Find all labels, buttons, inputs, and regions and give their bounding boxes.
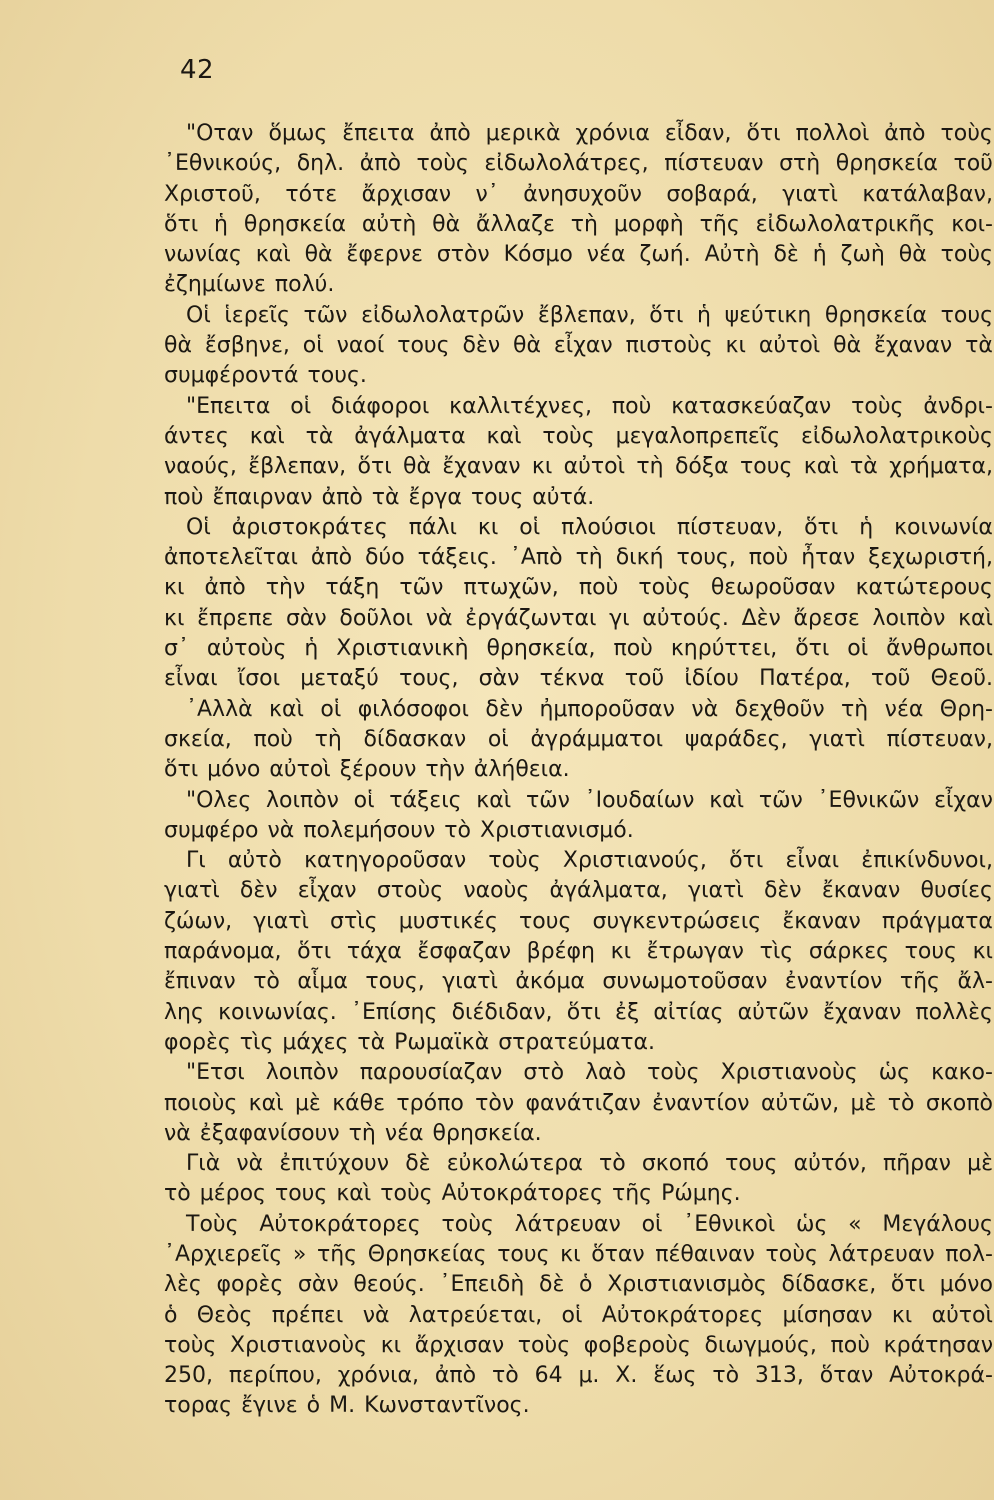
text-line: λης κοινωνίας. ᾿Επίσης διέδιδαν, ὅτι ἐξ αἰτίας αὐτῶν ἔχαναν πολλὲς xyxy=(164,999,993,1025)
text-line: "Επειτα οἱ διάφοροι καλλιτέχνες, ποὺ κατασκεύαζαν τοὺς ἀνδρι- xyxy=(186,393,993,419)
text-line: τοὺς Χριστιανοὺς κι ἄρχισαν τοὺς φοβεροὺς διωγμούς, ποὺ κράτησαν xyxy=(164,1332,993,1358)
text-line: νὰ ἐξαφανίσουν τὴ νέα θρησκεία. xyxy=(164,1120,542,1146)
text-line: Τοὺς Αὐτοκράτορες τοὺς λάτρευαν οἱ ᾿Εθνικοὶ ὡς « Μεγάλους xyxy=(186,1211,993,1237)
text-line: ὅτι ἡ θρησκεία αὐτὴ θὰ ἄλλαζε τὴ μορφὴ τῆς εἰδωλολατρικῆς κοι- xyxy=(164,211,993,237)
text-line: Οἱ ἱερεῖς τῶν εἰδωλολατρῶν ἔβλεπαν, ὅτι ἡ ψεύτικη θρησκεία τους xyxy=(186,302,993,328)
text-line: Γιὰ νὰ ἐπιτύχουν δὲ εὐκολώτερα τὸ σκοπό τους αὐτόν, πῆραν μὲ xyxy=(186,1151,993,1177)
text-line: εἶναι ἴσοι μεταξύ τους, σὰν τέκνα τοῦ ἰδίου Πατέρα, τοῦ Θεοῦ. xyxy=(164,666,993,692)
text-line: σ᾿ αὐτοὺς ἡ Χριστιανικὴ θρησκεία, ποὺ κηρύττει, ὅτι οἱ ἄνθρωποι xyxy=(164,636,993,662)
text-line: ὅτι μόνο αὐτοὶ ξέρουν τὴν ἀλήθεια. xyxy=(164,757,570,783)
text-line: ᾿Αλλὰ καὶ οἱ φιλόσοφοι δὲν ἠμποροῦσαν νὰ δεχθοῦν τὴ νέα Θρη- xyxy=(186,696,993,722)
text-line: τορας ἔγινε ὁ Μ. Κωνσταντῖνος. xyxy=(164,1393,530,1419)
text-line: ἀποτελεῖται ἀπὸ δύο τάξεις. ᾿Απὸ τὴ δική τους, ποὺ ἦταν ξεχωριστή, xyxy=(164,545,993,571)
text-line: 250, περίπου, χρόνια, ἀπὸ τὸ 64 μ. Χ. ἕως τὸ 313, ὅταν Αὐτοκρά- xyxy=(164,1363,993,1389)
text-line: ποιοὺς καὶ μὲ κάθε τρόπο τὸν φανάτιζαν ἐναντίον αὐτῶν, μὲ τὸ σκοπὸ xyxy=(164,1090,993,1116)
body-text xyxy=(164,119,993,1422)
text-line: Οἱ ἀριστοκράτες πάλι κι οἱ πλούσιοι πίστευαν, ὅτι ἡ κοινωνία xyxy=(186,514,993,540)
text-line: συμφέρο νὰ πολεμήσουν τὸ Χριστιανισμό. xyxy=(164,817,634,843)
text-line: "Ετσι λοιπὸν παρουσίαζαν στὸ λαὸ τοὺς Χριστιανοὺς ὡς κακο- xyxy=(186,1060,993,1086)
text-line: ὁ Θεὸς πρέπει νὰ λατρεύεται, οἱ Αὐτοκράτορες μίσησαν κι αὐτοὶ xyxy=(164,1302,993,1328)
text-line: ᾿Αρχιερεῖς » τῆς Θρησκείας τους κι ὅταν πέθαιναν τοὺς λάτρευαν πολ- xyxy=(164,1241,993,1267)
text-line: φορὲς τὶς μάχες τὰ Ρωμαϊκὰ στρατεύματα. xyxy=(164,1029,655,1055)
text-line: ἔπιναν τὸ αἷμα τους, γιατὶ ἀκόμα συνωμοτοῦσαν ἐναντίον τῆς ἄλ- xyxy=(164,969,993,995)
text-line: συμφέροντά τους. xyxy=(164,363,367,389)
text-line: ᾿Εθνικούς, δηλ. ἀπὸ τοὺς εἰδωλολάτρες, πίστευαν στὴ θρησκεία τοῦ xyxy=(164,151,993,177)
text-line: ζώων, γιατὶ στὶς μυστικές τους συγκεντρώσεις ἔκαναν πράγματα xyxy=(164,908,993,934)
text-line: σκεία, ποὺ τὴ δίδασκαν οἱ ἀγράμματοι ψαράδες, γιατὶ πίστευαν, xyxy=(164,726,993,752)
text-line: "Οταν ὅμως ἔπειτα ἀπὸ μερικὰ χρόνια εἶδαν, ὅτι πολλοὶ ἀπὸ τοὺς xyxy=(186,121,993,146)
text-line: θὰ ἔσβηνε, οἱ ναοί τους δὲν θὰ εἶχαν πιστοὺς κι αὐτοὶ θὰ ἔχαναν τὰ xyxy=(164,333,993,359)
text-line: κι ἔπρεπε σὰν δοῦλοι νὰ ἐργάζωνται γι αὐτούς. Δὲν ἄρεσε λοιπὸν καὶ xyxy=(164,605,993,631)
text-line: Χριστοῦ, τότε ἄρχισαν ν᾿ ἀνησυχοῦν σοβαρά, γιατὶ κατάλαβαν, xyxy=(164,181,993,207)
text-line: παράνομα, ὅτι τάχα ἔσφαζαν βρέφη κι ἔτρωγαν τὶς σάρκες τους κι xyxy=(164,939,993,965)
text-line: λὲς φορὲς σὰν θεούς. ᾿Επειδὴ δὲ ὁ Χριστιανισμὸς δίδασκε, ὅτι μόνο xyxy=(164,1272,993,1298)
text-line: γιατὶ δὲν εἶχαν στοὺς ναοὺς ἀγάλματα, γιατὶ δὲν ἔκαναν θυσίες xyxy=(164,878,993,904)
text-line: κι ἀπὸ τὴν τάξη τῶν πτωχῶν, ποὺ τοὺς θεωροῦσαν κατώτερους xyxy=(164,575,993,601)
text-line: τὸ μέρος τους καὶ τοὺς Αὐτοκράτορες τῆς Ρώμης. xyxy=(164,1181,741,1207)
text-line: νωνίας καὶ θὰ ἔφερνε στὸν Κόσμο νέα ζωή. Αὐτὴ δὲ ἡ ζωὴ θὰ τοὺς xyxy=(164,242,993,268)
text-line: "Ολες λοιπὸν οἱ τάξεις καὶ τῶν ᾿Ιουδαίων καὶ τῶν ᾿Εθνικῶν εἶχαν xyxy=(186,787,993,813)
text-line: ποὺ ἔπαιρναν ἀπὸ τὰ ἔργα τους αὐτά. xyxy=(164,484,595,510)
text-line: άντες καὶ τὰ ἀγάλματα καὶ τοὺς μεγαλοπρεπεῖς εἰδωλολατρικοὺς xyxy=(164,423,993,449)
text-line: ναούς, ἔβλεπαν, ὅτι θὰ ἔχαναν κι αὐτοὶ τὴ δόξα τους καὶ τὰ χρήματα, xyxy=(164,454,993,480)
text-line: Γι αὐτὸ κατηγοροῦσαν τοὺς Χριστιανούς, ὅτι εἶναι ἐπικίνδυνοι, xyxy=(186,848,993,874)
text-line: ἐζημίωνε πολύ. xyxy=(164,272,335,298)
page-number: 42 xyxy=(180,55,215,85)
